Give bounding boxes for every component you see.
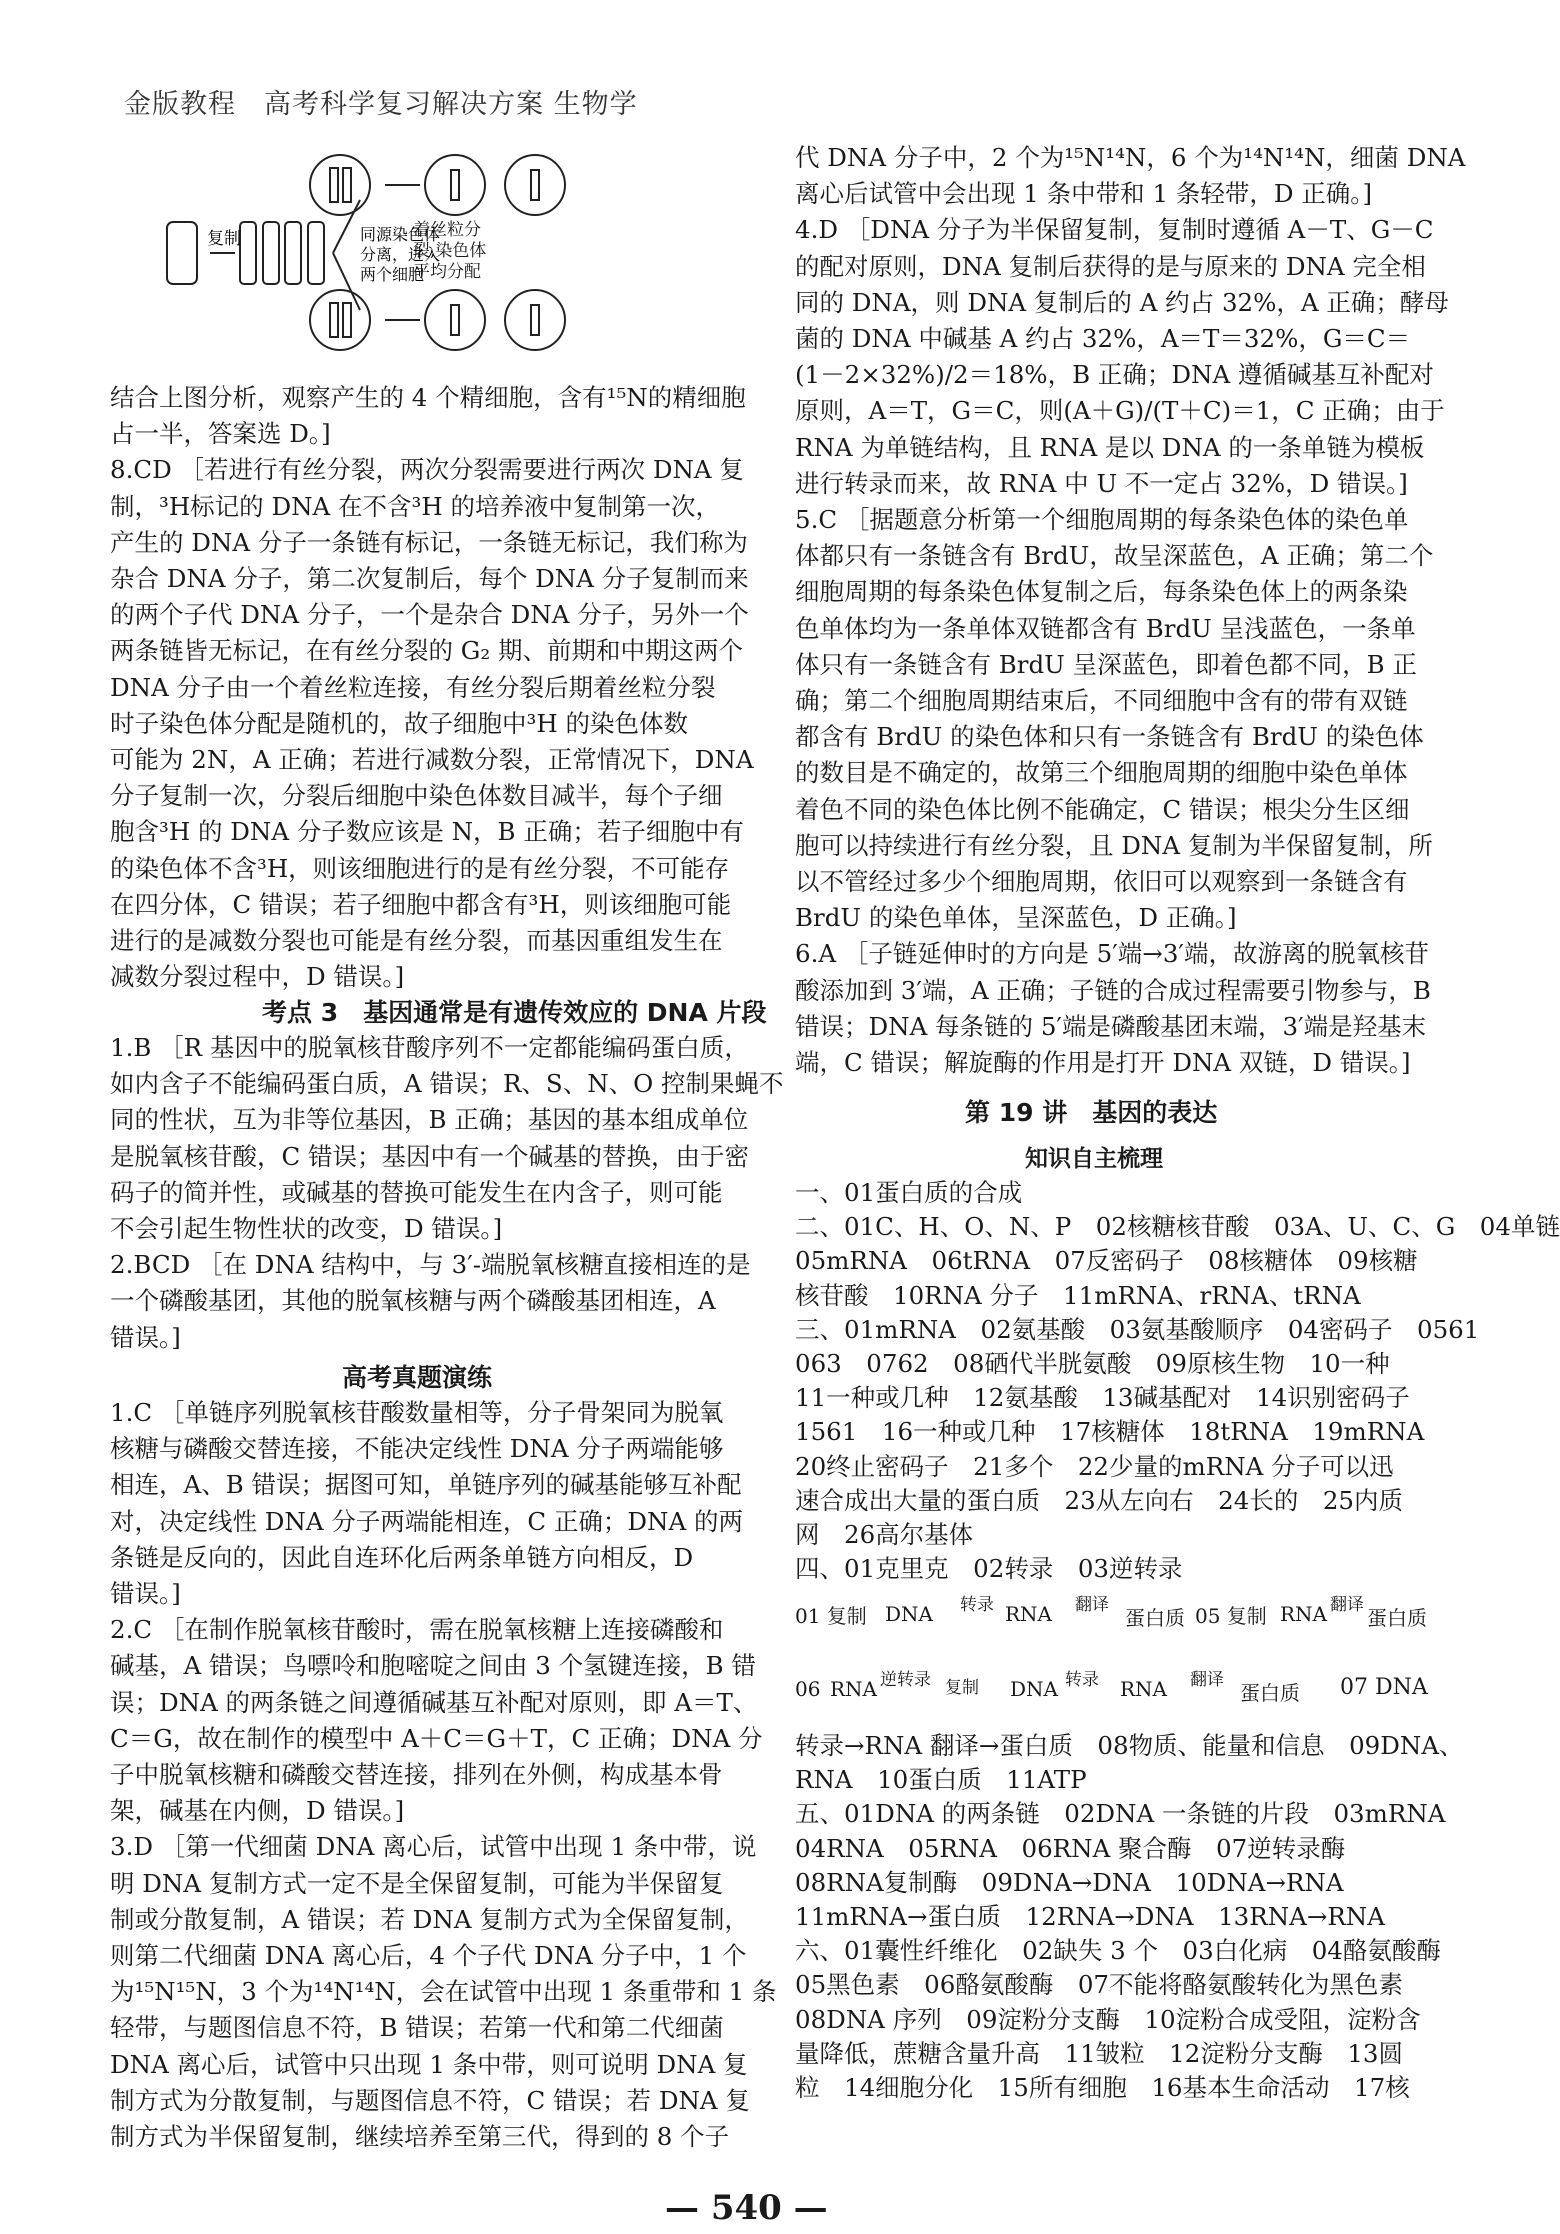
flow-row-2: [795, 1665, 1435, 1715]
text-line: 产生的 DNA 分子一条链有标记，一条链无标记，我们称为: [110, 527, 748, 557]
text-line: 同的 DNA，则 DNA 复制后的 A 约占 32%，A 正确；酵母: [795, 287, 1449, 317]
flow-label: 转录: [960, 1595, 994, 1615]
section-heading: 考点 3 基因通常是有遗传效应的 DNA 片段: [262, 998, 767, 1027]
text-line: C＝G，故在制作的模型中 A＋C＝G＋T，C 正确；DNA 分: [110, 1723, 763, 1753]
text-line: 结合上图分析，观察产生的 4 个精细胞，含有¹⁵N的精细胞: [110, 383, 746, 412]
cell-circle: [425, 290, 485, 350]
text-line: 如内含子不能编码蛋白质，A 错误；R、S、N、O 控制果蝇不: [110, 1069, 784, 1099]
flow-row-1: [795, 1590, 1435, 1640]
text-line: 体都只有一条链含有 BrdU，故呈深蓝色，A 正确；第二个: [795, 541, 1434, 571]
flow-label: 翻译: [1330, 1595, 1364, 1615]
flow-label: DNA: [1010, 1677, 1058, 1701]
text-line: 体只有一条链含有 BrdU 呈深蓝色，即着色都不同，B 正: [795, 649, 1417, 679]
text-line: 减数分裂过程中，D 错误。]: [110, 962, 405, 992]
cell-chromosome: [240, 222, 256, 284]
text-line: 条链是反向的，因此自连环化后两条单链方向相反，D: [110, 1542, 694, 1572]
text-line: 为¹⁵N¹⁵N，3 个为¹⁴N¹⁴N，会在试管中出现 1 条重带和 1 条: [110, 1977, 777, 2007]
flow-label: RNA: [1280, 1602, 1328, 1626]
flow-label: 转录: [1065, 1670, 1099, 1690]
text-line: 着色不同的染色体比例不能确定，C 错误；根尖分生区细: [795, 794, 1410, 824]
text-line: 色单体均为一条单体双链都含有 BrdU 呈浅蓝色，一条单: [795, 613, 1416, 643]
text-line: 网 26高尔基体: [795, 1520, 974, 1549]
text-line: 两条链皆无标记，在有丝分裂的 G₂ 期、前期和中期这两个: [110, 636, 743, 666]
text-line: 1561 16一种或几种 17核糖体 18tRNA 19mRNA: [795, 1417, 1425, 1447]
text-line: 进行的是减数分裂也可能是有丝分裂，而基因重组发生在: [110, 926, 723, 955]
text-line: 进行转录而来，故 RNA 中 U 不一定占 32%，D 错误。]: [795, 468, 1408, 498]
text-line: 三、01mRNA 02氨基酸 03氨基酸顺序 04密码子 0561: [795, 1314, 1480, 1344]
text-line: 确；第二个细胞周期结束后，不同细胞中含有的带有双链: [795, 686, 1408, 715]
text-line: 粒 14细胞分化 15所有细胞 16基本生命活动 17核: [795, 2073, 1410, 2102]
text-line: 制方式为半保留复制，继续培养至第三代，得到的 8 个子: [110, 2122, 730, 2151]
flow-label: RNA: [1005, 1602, 1053, 1626]
text-line: 是脱氧核苷酸，C 错误；基因中有一个碱基的替换，由于密: [110, 1141, 750, 1171]
cell-chromosome: [167, 222, 197, 284]
flow-label: 01 复制: [795, 1604, 867, 1628]
text-line: 制，³H标记的 DNA 在不含³H 的培养液中复制第一次，: [110, 491, 721, 521]
flow-label: DNA: [885, 1602, 933, 1626]
cell-circle: [310, 155, 370, 215]
flow-label: 蛋白质: [1125, 1606, 1185, 1630]
text-line: 离心后试管中会出现 1 条中带和 1 条轻带，D 正确。]: [795, 179, 1373, 209]
text-line: 11一种或几种 12氨基酸 13碱基配对 14识别密码子: [795, 1383, 1410, 1413]
text-line: 05黑色素 06酪氨酸酶 07不能将酪氨酸转化为黑色素: [795, 1970, 1404, 2000]
text-line: 8.CD ［若进行有丝分裂，两次分裂需要进行两次 DNA 复: [110, 455, 744, 485]
text-line: RNA 为单链结构，且 RNA 是以 DNA 的一条单链为模板: [795, 432, 1425, 462]
text-line: 核糖与磷酸交替连接，不能决定线性 DNA 分子两端能够: [110, 1434, 724, 1464]
text-line: 不会引起生物性状的改变，D 错误。]: [110, 1214, 503, 1243]
cell-chromosome: [263, 222, 279, 284]
text-line: 的配对原则，DNA 复制后获得的是与原来的 DNA 完全相: [795, 251, 1426, 281]
text-line: 11mRNA→蛋白质 12RNA→DNA 13RNA→RNA: [795, 1902, 1385, 1931]
text-line: 明 DNA 复制方式一定不是全保留复制，可能为半保留复: [110, 1868, 724, 1898]
flow-label: 翻译: [1190, 1670, 1224, 1690]
text-line: 时子染色体分配是随机的，故子细胞中³H 的染色体数: [110, 708, 688, 738]
flow-label: 逆转录: [880, 1670, 931, 1690]
text-line: 量降低，蔗糖含量升高 11皱粒 12淀粉分支酶 13圆: [795, 2038, 1404, 2068]
text-line: 端，C 错误；解旋酶的作用是打开 DNA 双链，D 错误。]: [795, 1048, 1411, 1077]
section-heading: 高考真题演练: [342, 1363, 493, 1392]
meiosis-diagram: [155, 140, 710, 370]
text-line: 2.C ［在制作脱氧核苷酸时，需在脱氧核糖上连接磷酸和: [110, 1615, 724, 1645]
text-line: 的数目是不确定的，故第三个细胞周期的细胞中染色单体: [795, 758, 1408, 788]
flow-label: RNA: [1120, 1677, 1168, 1701]
text-line: 的两个子代 DNA 分子，一个是杂合 DNA 分子，另外一个: [110, 600, 749, 630]
text-line: 六、01囊性纤维化 02缺失 3 个 03白化病 04酪氨酸酶: [795, 1936, 1441, 1966]
text-line: 酸添加到 3′端，A 正确；子链的合成过程需要引物参与，B: [795, 975, 1431, 1005]
text-line: 则第二代细菌 DNA 离心后，4 个子代 DNA 分子中，1 个: [110, 1941, 747, 1970]
text-line: 误；DNA 的两条链之间遵循碱基互补配对原则，即 A＝T、: [110, 1687, 758, 1717]
text-line: 码子的简并性，或碱基的替换可能发生在内含子，则可能: [110, 1177, 723, 1207]
text-line: 以不管经过多少个细胞周期，依旧可以观察到一条链含有: [795, 867, 1408, 896]
cell-chromosome: [308, 222, 324, 284]
text-line: 1.C ［单链序列脱氧核苷酸数量相等，分子骨架同为脱氧: [110, 1398, 724, 1427]
text-line: (1－2×32%)/2＝18%，B 正确；DNA 遵循碱基互补配对: [795, 360, 1434, 390]
text-line: 在四分体，C 错误；若子细胞中都含有³H，则该细胞可能: [110, 889, 732, 919]
lecture-heading: 第 19 讲 基因的表达: [965, 1098, 1218, 1127]
text-line: 五、01DNA 的两条链 02DNA 一条链的片段 03mRNA: [795, 1799, 1446, 1829]
cell-circle: [505, 155, 565, 215]
text-line: 二、01C、H、O、N、P 02核糖核苷酸 03A、U、C、G 04单链: [795, 1212, 1560, 1242]
svg-text:同源染色体分离，进入两个细胞: 同源染色体分离，进入两个细胞: [360, 225, 441, 284]
text-line: 05mRNA 06tRNA 07反密码子 08核糖体 09核糖: [795, 1246, 1418, 1276]
page-header: 金版教程 高考科学复习解决方案 生物学: [124, 89, 638, 120]
text-line: 一个磷酸基团，其他的脱氧核糖与两个磷酸基团相连，A: [110, 1286, 716, 1316]
label-second: 着丝粒分 裂,染色体 平均分配: [413, 220, 487, 282]
text-line: 分子复制一次，分裂后细胞中染色体数目减半，每个子细: [110, 781, 723, 811]
text-line: 对，决定线性 DNA 分子两端能相连，C 正确；DNA 的两: [110, 1506, 743, 1536]
text-line: 杂合 DNA 分子，第二次复制后，每个 DNA 分子复制而来: [110, 564, 749, 593]
text-line: 6.A ［子链延伸时的方向是 5′端→3′端，故游离的脱氧核苷: [795, 939, 1429, 969]
text-line: RNA 10蛋白质 11ATP: [795, 1765, 1087, 1795]
text-line: 1.B ［R 基因中的脱氧核苷酸序列不一定都能编码蛋白质，: [110, 1033, 749, 1062]
text-line: 错误；DNA 每条链的 5′端是磷酸基团末端，3′端是羟基末: [795, 1011, 1427, 1041]
text-line: 2.BCD ［在 DNA 结构中，与 3′-端脱氧核糖直接相连的是: [110, 1250, 751, 1280]
text-line: 架，碱基在内侧，D 错误。]: [110, 1796, 405, 1826]
label-copy: 复制: [207, 229, 241, 249]
text-line: 四、01克里克 02转录 03逆转录: [795, 1554, 1183, 1584]
text-line: 菌的 DNA 中碱基 A 约占 32%，A＝T＝32%，G＝C＝: [795, 324, 1411, 353]
text-line: 核苷酸 10RNA 分子 11mRNA、rRNA、tRNA: [795, 1280, 1361, 1310]
flow-label: 06: [795, 1677, 821, 1701]
text-line: 08DNA 序列 09淀粉分支酶 10淀粉合成受阻，淀粉含: [795, 2004, 1421, 2034]
cell-circle: [505, 290, 565, 350]
text-line: 可能为 2N，A 正确；若进行减数分裂，正常情况下，DNA: [110, 745, 754, 774]
text-line: 相连，A、B 错误；据图可知，单链序列的碱基能够互补配: [110, 1470, 742, 1500]
text-line: 原则，A＝T，G＝C，则(A＋G)/(T＋C)＝1，C 正确；由于: [795, 396, 1445, 426]
text-line: 错误。]: [110, 1579, 181, 1608]
text-line: 同的性状，互为非等位基因，B 正确；基因的基本组成单位: [110, 1105, 749, 1135]
text-line: 占一半，答案选 D。]: [110, 419, 331, 449]
cell-circle: [310, 290, 370, 350]
text-line: 胞含³H 的 DNA 分子数应该是 N，B 正确；若子细胞中有: [110, 817, 744, 847]
text-line: 063 0762 08硒代半胱氨酸 09原核生物 10一种: [795, 1349, 1390, 1378]
flow-label: 复制: [945, 1678, 979, 1698]
text-line: 速合成出大量的蛋白质 23从左向右 24长的 25内质: [795, 1485, 1404, 1515]
text-line: 碱基，A 错误；鸟嘌呤和胞嘧啶之间由 3 个氢键连接，B 错: [110, 1651, 756, 1681]
text-line: 胞可以持续进行有丝分裂，且 DNA 复制为半保留复制，所: [795, 830, 1433, 860]
text-line: 制或分散复制，A 错误；若 DNA 复制方式为全保留复制，: [110, 1904, 749, 1934]
text-line: 错误。]: [110, 1322, 181, 1352]
text-line: 子中脱氧核糖和磷酸交替连接，排列在外侧，构成基本骨: [110, 1760, 723, 1789]
text-line: 08RNA复制酶 09DNA→DNA 10DNA→RNA: [795, 1867, 1344, 1897]
text-line: DNA 分子由一个着丝粒连接，有丝分裂后期着丝粒分裂: [110, 672, 716, 702]
text-line: 转录→RNA 翻译→蛋白质 08物质、能量和信息 09DNA、: [795, 1731, 1464, 1760]
text-line: 4.D ［DNA 分子为半保留复制，复制时遵循 A－T、G－C: [795, 215, 1434, 245]
text-line: 04RNA 05RNA 06RNA 聚合酶 07逆转录酶: [795, 1833, 1346, 1863]
cell-circle: [425, 155, 485, 215]
text-line: 细胞周期的每条染色体复制之后，每条染色体上的两条染: [795, 577, 1408, 607]
text-line: 5.C ［据题意分析第一个细胞周期的每条染色体的染色单: [795, 505, 1409, 534]
text-line: 20终止密码子 21多个 22少量的mRNA 分子可以迅: [795, 1451, 1394, 1481]
flow-label: 蛋白质: [1367, 1606, 1427, 1630]
cell-chromosome: [285, 222, 301, 284]
text-line: 3.D ［第一代细菌 DNA 离心后，试管中出现 1 条中带，说: [110, 1832, 757, 1862]
flow-label: 蛋白质: [1240, 1681, 1300, 1705]
text-line: 制方式为分散复制，与题图信息不符，C 错误；若 DNA 复: [110, 2085, 750, 2115]
text-line: 代 DNA 分子中，2 个为¹⁵N¹⁴N，6 个为¹⁴N¹⁴N，细菌 DNA: [795, 143, 1466, 172]
sub-heading: 知识自主梳理: [1025, 1146, 1163, 1172]
text-line: 轻带，与题图信息不符，B 错误；若第一代和第二代细菌: [110, 2013, 724, 2043]
text-line: 都含有 BrdU 的染色体和只有一条链含有 BrdU 的染色体: [795, 722, 1424, 752]
flow-label: RNA: [830, 1677, 878, 1701]
flow-label: 翻译: [1075, 1595, 1109, 1615]
text-line: 一、01蛋白质的合成: [795, 1178, 1023, 1207]
flow-label: 07 DNA: [1340, 1675, 1428, 1700]
text-line: 的染色体不含³H，则该细胞进行的是有丝分裂，不可能存: [110, 853, 730, 883]
page-number: — 540 —: [665, 2188, 828, 2228]
text-line: DNA 离心后，试管中只出现 1 条中带，则可说明 DNA 复: [110, 2049, 748, 2079]
flow-label: 05 复制: [1195, 1604, 1267, 1628]
text-line: BrdU 的染色单体，呈深蓝色，D 正确。]: [795, 903, 1237, 933]
